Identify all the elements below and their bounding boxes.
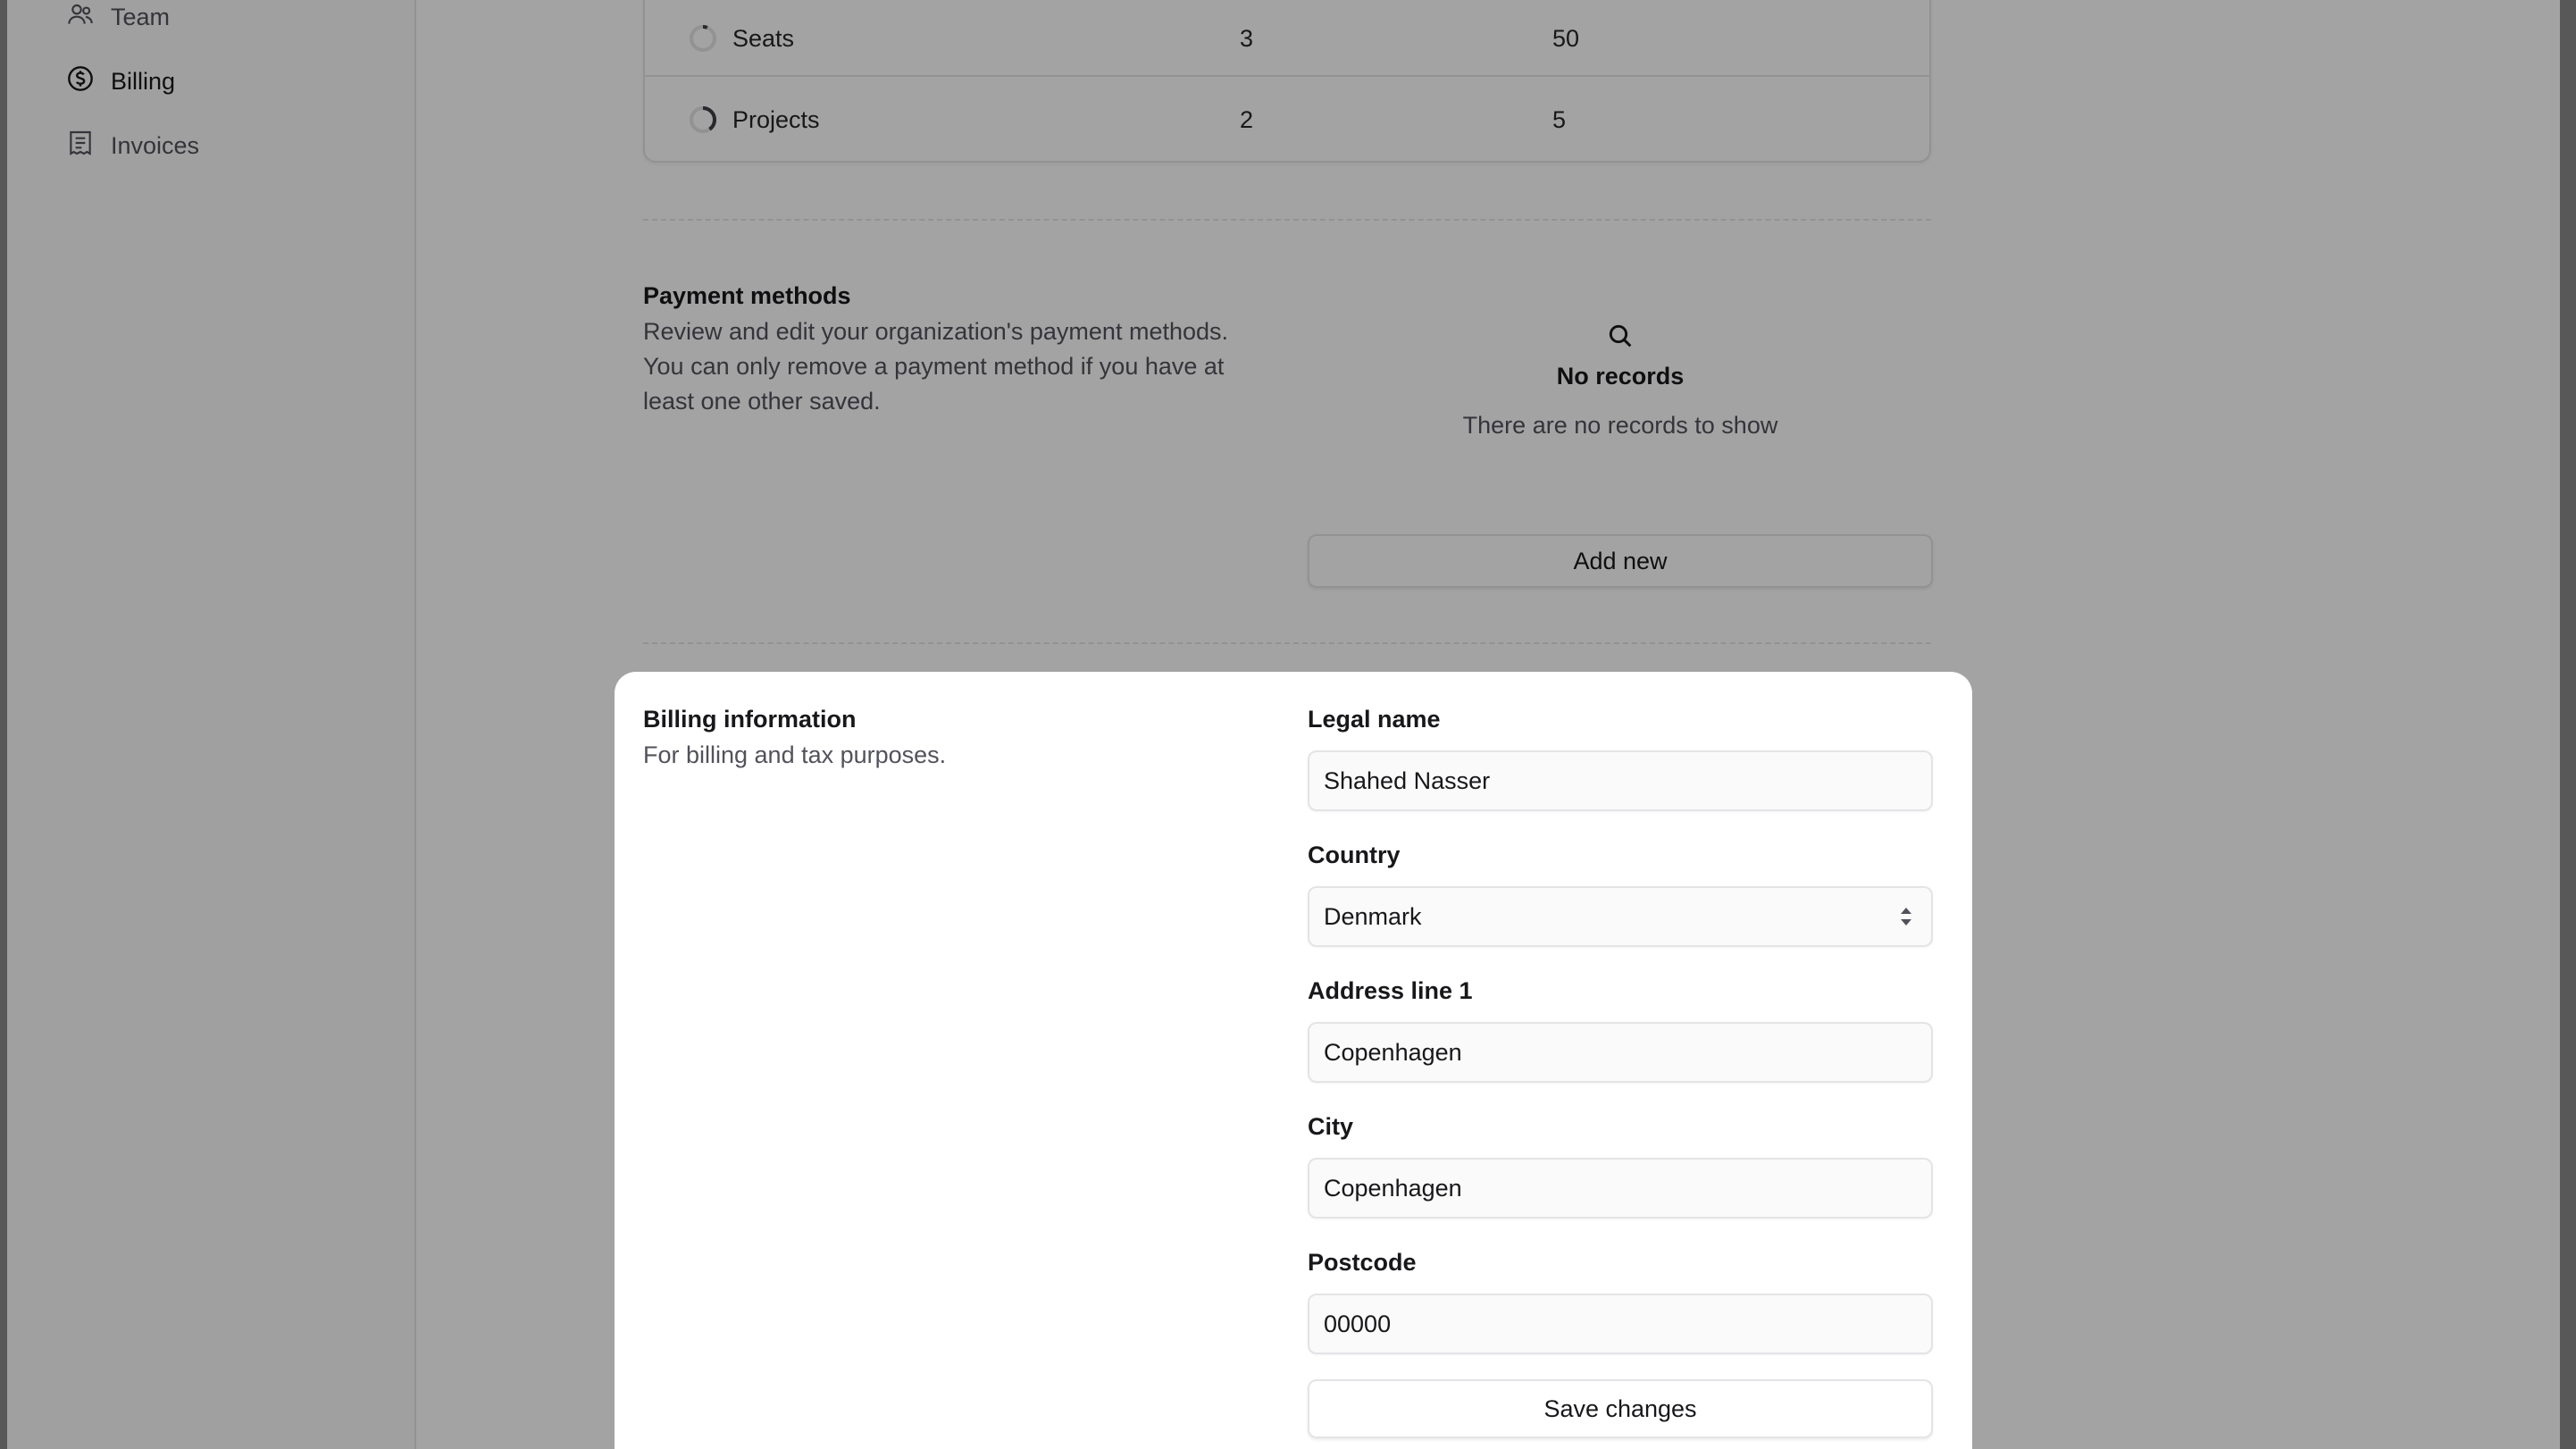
table-row <box>645 77 1929 163</box>
usage-limit: 5 <box>1552 105 1567 133</box>
progress-ring-icon <box>688 105 718 135</box>
progress-ring-icon <box>688 23 718 54</box>
country-select[interactable] <box>1308 886 1933 947</box>
legal-name-input[interactable] <box>1308 750 1933 811</box>
postcode-input[interactable] <box>1308 1294 1933 1354</box>
address-line-1-input[interactable] <box>1308 1022 1933 1083</box>
add-payment-method-button[interactable]: Add new <box>1308 534 1933 588</box>
usage-used: 2 <box>1240 105 1254 133</box>
search-icon <box>1606 322 1635 350</box>
sidebar <box>7 0 416 1449</box>
usage-name: Seats <box>732 24 795 52</box>
table-row <box>645 0 1929 77</box>
sidebar-item-label: Billing <box>111 67 176 95</box>
empty-title: No records <box>1556 363 1685 389</box>
city-input[interactable] <box>1308 1158 1933 1219</box>
dollar-circle-icon <box>66 64 95 99</box>
sidebar-item-label: Invoices <box>111 131 200 159</box>
billing-information-panel <box>615 672 1972 1449</box>
billing-info-description: For billing and tax purposes. <box>643 741 947 768</box>
sidebar-item-billing[interactable] <box>66 59 175 104</box>
legal-name-label: Legal name <box>1308 706 1441 733</box>
usage-limit: 50 <box>1552 24 1580 52</box>
postcode-label: Postcode <box>1308 1249 1417 1276</box>
window-edge <box>2560 0 2576 1449</box>
country-select-value[interactable]: Denmark <box>1308 886 1933 947</box>
payment-methods-description: Review and edit your organization's payment methods. You can only remove a payment method if you have at least one other saved. <box>643 318 1229 415</box>
usage-table <box>643 0 1931 163</box>
usage-name: Projects <box>732 105 820 133</box>
city-label: City <box>1308 1113 1354 1140</box>
address-line-1-label: Address line 1 <box>1308 977 1473 1004</box>
sidebar-item-invoices[interactable] <box>66 123 199 168</box>
sidebar-item-label: Team <box>111 3 171 30</box>
usage-used: 3 <box>1240 24 1254 52</box>
section-divider <box>643 219 1931 221</box>
sidebar-item-team[interactable] <box>66 0 170 39</box>
empty-state <box>1308 322 1933 440</box>
save-changes-button[interactable]: Save changes <box>1308 1379 1933 1438</box>
empty-subtitle: There are no records to show <box>1462 412 1778 439</box>
window-edge <box>0 0 7 1449</box>
payment-methods-title: Payment methods <box>643 282 851 309</box>
billing-info-title: Billing information <box>643 706 857 733</box>
sort-arrows-icon <box>1897 902 1915 931</box>
users-icon <box>66 0 95 35</box>
country-label: Country <box>1308 842 1401 868</box>
section-divider <box>643 642 1931 644</box>
receipt-icon <box>66 129 95 163</box>
